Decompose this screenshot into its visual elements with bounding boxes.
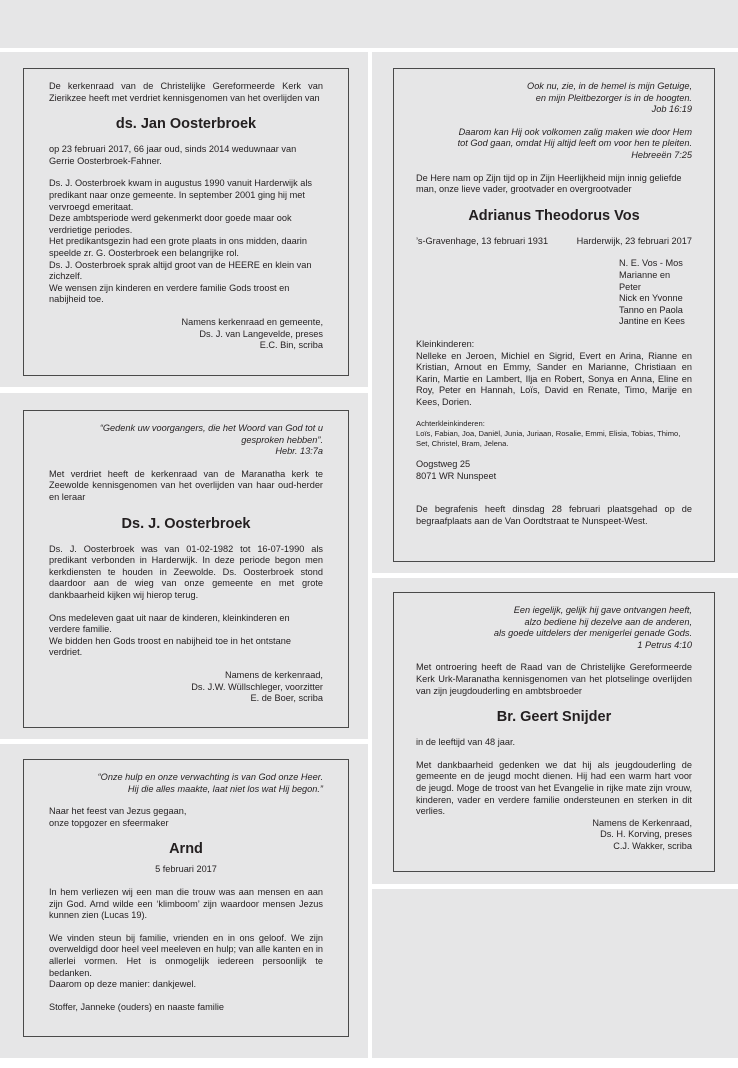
quote-reference: 1 Petrus 4:10	[637, 639, 692, 650]
quote1-line-2: en mijn Pleitbezorger is in de hoogten.	[535, 92, 692, 103]
signature-line-3: C.J. Wakker, scriba	[613, 840, 692, 851]
right-separator-1	[372, 573, 738, 578]
grandchildren-label: Kleinkinderen:	[416, 338, 475, 349]
signature-line-2: Ds. J. van Langevelde, preses	[199, 328, 323, 339]
death-line: Harderwijk, 23 februari 2017	[576, 235, 692, 246]
quote-reference: Hebr. 13:7a	[275, 446, 323, 457]
bottom-separator	[0, 1058, 738, 1068]
birth-line: ’s-Gravenhage, 13 februari 1931	[416, 235, 549, 246]
notice-body-5: We wensen zijn kinderen en verdere familie Gods troost en nabijheid toe.	[49, 282, 290, 305]
address-line-1: Oogstweg 25	[416, 459, 471, 470]
quote-line-1: “Gedenk uw voorgangers, die het Woord van God tot u	[99, 423, 323, 433]
family-member: Jantine en Kees	[619, 316, 685, 327]
notice-intro: De kerkenraad van de Christelijke Gereformeerde Kerk van Zierikzee heeft met verdriet kennisgenomen van het overlijden van	[49, 81, 323, 103]
notice-body-1: In hem verliezen wij een man die trouw was aan mensen en aan zijn God. Arnd wilde een ‘klimboom’ zijn waardoor mensen Jezus kunnen zien (Lucas 19).	[49, 886, 323, 921]
notice-body-3: Daarom op deze manier: dankjewel.	[49, 979, 197, 990]
deceased-name: Ds. J. Oosterbroek	[121, 515, 251, 532]
quote-line-1: “Onze hulp en onze verwachting is van God onze Heer.	[97, 772, 323, 782]
notice-body-3: We bidden hen Gods troost en nabijheid toe in het ontstane verdriet.	[49, 635, 291, 658]
notice-intro: Met ontroering heeft de Raad van de Christelijke Gereformeerde Kerk Urk-Maranatha kennisgenomen van het plotselinge overlijden van zijn jeugdouderling en ambtsbroeder	[416, 662, 692, 696]
notice-intro-2: onze topgozer en sfeermaker	[49, 817, 169, 828]
notice-age: in de leeftijd van 48 jaar.	[416, 737, 516, 748]
family-member: Tanno en Paola	[619, 304, 683, 315]
deceased-name: Br. Geert Snijder	[496, 709, 612, 726]
funeral-notice: De begrafenis heeft dinsdag 28 februari plaatsgehad op de begraafplaats aan de Van Oordtstraat te Nunspeet-West.	[416, 504, 692, 527]
quote-line-2: Hij die alles maakte, laat niet los wat Hij begon.”	[127, 783, 323, 794]
quote2-reference: Hebreeën 7:25	[631, 149, 692, 160]
left-separator-1	[0, 387, 368, 393]
notice-intro-1: Naar het feest van Jezus gegaan,	[49, 806, 187, 817]
notice-body-1: Ds. J. Oosterbroek kwam in augustus 1990 vanuit Harderwijk als predikant naar onze gemeente. In september 2001 ging hij met vervroegd emeritaat.	[49, 178, 312, 212]
notice-body-2: Ons medeleven gaat uit naar de kinderen, kleinkinderen en verdere familie.	[49, 612, 290, 635]
deceased-name: Arnd	[169, 841, 203, 858]
quote1-line-1: Ook nu, zie, in de hemel is mijn Getuige,	[527, 81, 692, 91]
notice-oosterbroek-zeewolde	[23, 410, 349, 728]
notice-date-line: op 23 februari 2017, 66 jaar oud, sinds 2014 weduwnaar van Gerrie Oosterbroek-Fahner.	[49, 144, 297, 166]
right-separator-2	[372, 884, 738, 889]
deceased-name: ds. Jan Oosterbroek	[115, 116, 257, 133]
quote-line-2: gesproken hebben”.	[241, 434, 323, 445]
notice-adrianus-vos	[393, 68, 715, 562]
quote-line-1: Een iegelijk, gelijk hij gave ontvangen heeft,	[513, 605, 692, 615]
notice-body-2: We vinden steun bij familie, vrienden en in ons geloof. We zijn overweldigd door heel veel meeleven en hulp; van alle kanten en in allerlei vormen. Het is onmogelijk iedereen persoonlijk te bedanken.	[49, 932, 323, 978]
great-grandchildren-label: Achterkleinkinderen:	[416, 419, 485, 429]
signature-line-2: Ds. H. Korving, preses	[600, 829, 692, 840]
notice-body-4: Ds. J. Oosterbroek sprak altijd groot van de HEERE en klein van zichzelf.	[49, 259, 312, 282]
deceased-name: Adrianus Theodorus Vos	[468, 207, 640, 224]
notice-body-3: Het predikantsgezin had een grote plaats in ons midden, daarin speelde zr. G. Oosterbroek een belangrijke rol.	[49, 236, 307, 258]
quote2-line-1: Daarom kan Hij ook volkomen zalig maken wie door Hem	[458, 126, 692, 137]
family-member: N. E. Vos - Mos	[619, 258, 683, 269]
family-member: Nick en Yvonne	[619, 293, 683, 304]
notice-geert-snijder	[393, 592, 715, 872]
grandchildren-list: Nelleke en Jeroen, Michiel en Sigrid, Evert en Arina, Rianne en Kristian, Arnout en Emmy, Sander en Marianne, Christiaan en Karin, Martie en Lambert, Ilja en Robert, Sonya en Anna, Eline en Roy, Peter en Hannah, Loïs, David en Renate, Timo, Marije en Kees, Dorien.	[416, 350, 692, 407]
quote1-reference: Job 16:19	[651, 104, 692, 115]
column-separator	[368, 52, 372, 1068]
signature-line-1: Namens kerkenraad en gemeente,	[181, 316, 323, 327]
notice-body: Ds. J. Oosterbroek was van 01-02-1982 tot 16-07-1990 als predikant verbonden in Harderwijk. In deze periode begon men kerkdiensten te houden in Zeewolde. Ds. Oosterbroek stond daardoor aan de wieg van onze gemeente en met grote dankbaarheid kijken wij hierop terug.	[49, 543, 323, 600]
birth-death-row	[416, 236, 692, 248]
quote-line-3: als goede uitdelers der menigerlei genade Gods.	[493, 628, 692, 639]
signature-line-2: Ds. J.W. Wüllschleger, voorzitter	[191, 681, 323, 692]
family-member: Marianne en Peter	[619, 269, 671, 292]
signature-line: Stoffer, Janneke (ouders) en naaste familie	[49, 1001, 225, 1012]
notice-arnd	[23, 759, 349, 1037]
notice-date: 5 februari 2017	[155, 864, 217, 875]
family-list	[619, 258, 692, 328]
signature-line-1: Namens de kerkenraad,	[224, 669, 323, 680]
notice-body: Met dankbaarheid gedenken we dat hij als jeugdouderling de gemeente en de jeugd mocht dienen. Hij had een warm hart voor de jeugd. Moge de troost van het Evangelie in rijke mate zijn vrouw, kinderen, vader en verdere familie ondersteunen en sterken in dit verlies.	[416, 759, 692, 817]
left-separator-2	[0, 739, 368, 744]
notice-jan-oosterbroek-zierikzee	[23, 68, 349, 376]
notice-body-2: Deze ambtsperiode werd gekenmerkt door goede maar ook verdrietige periodes.	[49, 213, 292, 235]
signature-line-1: Namens de Kerkenraad,	[592, 817, 692, 828]
great-grandchildren-list: Loïs, Fabian, Joa, Daniël, Junia, Juriaan, Rosalie, Emmi, Elisia, Tobias, Thimo, Set, Christel, Bram, Jelena.	[416, 429, 681, 448]
signature-line-3: E.C. Bin, scriba	[259, 340, 323, 351]
quote2-line-2: tot God gaan, omdat Hij altijd leeft om voor hen te pleiten.	[457, 138, 692, 149]
signature-line-3: E. de Boer, scriba	[250, 693, 323, 704]
notice-intro: De Here nam op Zijn tijd op in Zijn Heerlijkheid mijn innig geliefde man, onze lieve vader, grootvader en overgrootvader	[416, 172, 682, 195]
address-line-2: 8071 WR Nunspeet	[416, 470, 497, 481]
notice-intro: Met verdriet heeft de kerkenraad van de Maranatha kerk te Zeewolde kennisgenomen van het overlijden van haar oud-herder en leraar	[49, 468, 323, 502]
quote-line-2: alzo bediene hij dezelve aan de anderen,	[524, 616, 692, 627]
